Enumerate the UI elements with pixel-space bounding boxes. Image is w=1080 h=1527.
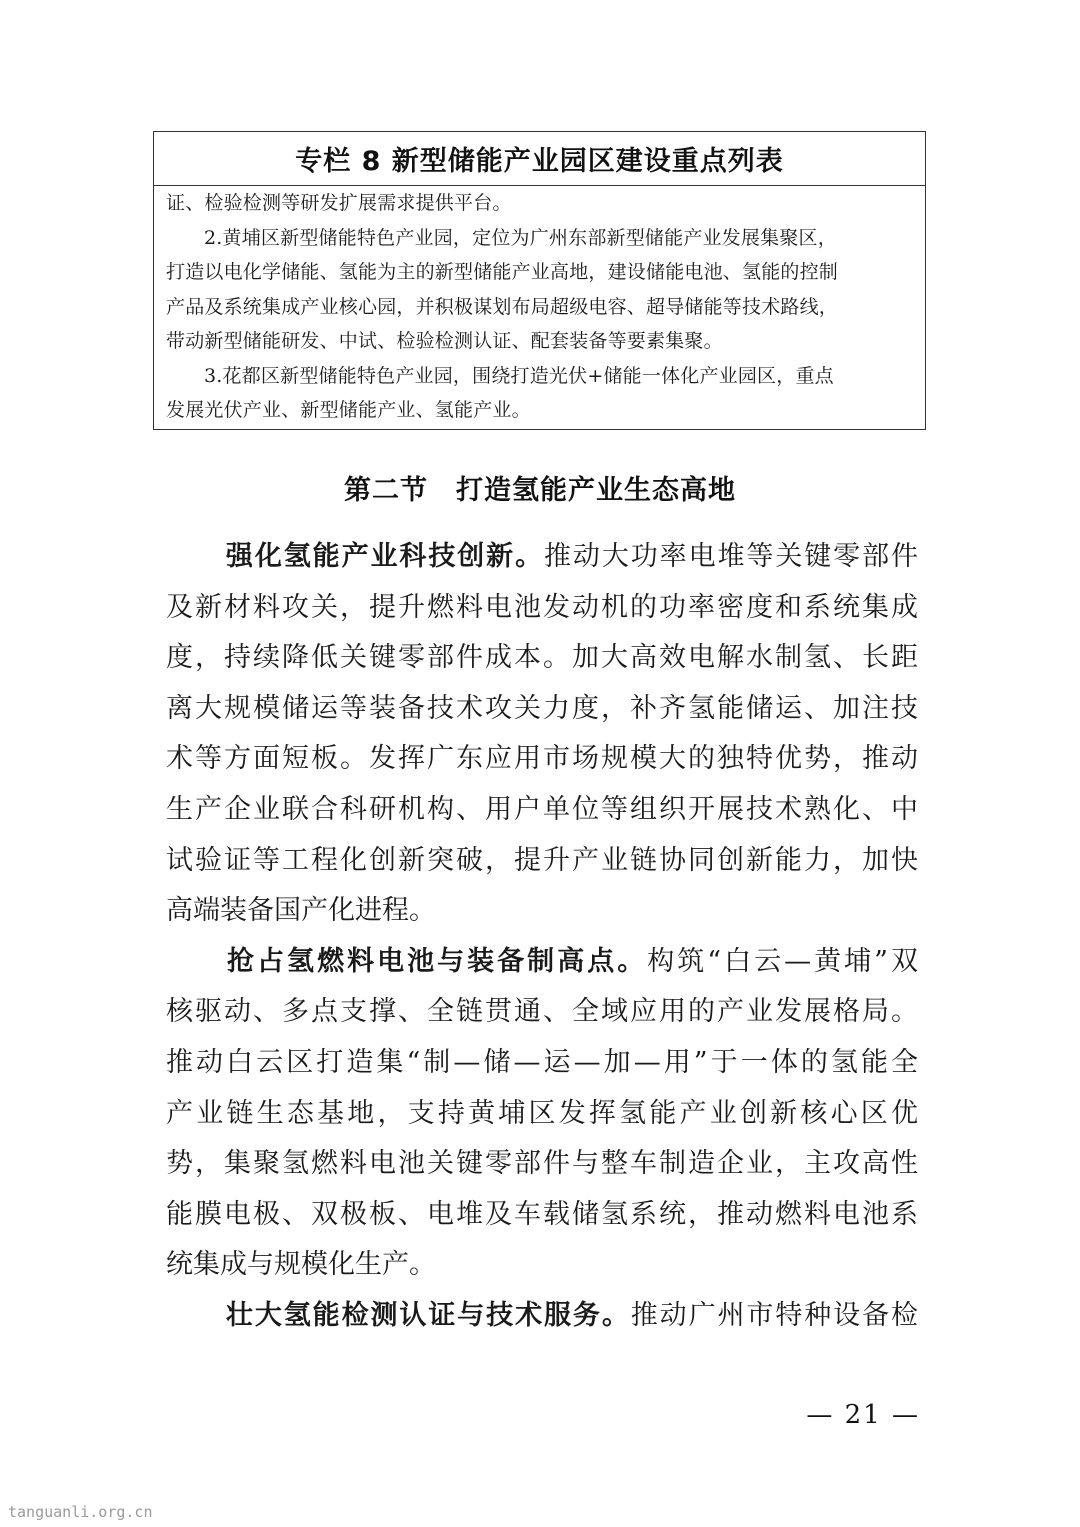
paragraph-line: 及新材料攻关，提升燃料电池发动机的功率密度和系统集成 <box>166 591 918 623</box>
paragraph-heading: 强化氢能产业科技创新。 <box>224 541 544 572</box>
paragraph-line: 统集成与规模化生产。 <box>166 1249 436 1281</box>
paragraph-line: 推动白云区打造集“制—储—运—加—用”于一体的氢能全 <box>166 1046 918 1078</box>
paragraph-line: 产业链生态基地，支持黄埔区发挥氢能产业创新核心区优 <box>166 1097 918 1129</box>
section-title: 第二节 打造氢能产业生态高地 <box>344 475 736 506</box>
box-title: 专栏 8 新型储能产业园区建设重点列表 <box>154 132 925 186</box>
paragraph-line: 试验证等工程化创新突破，提升产业链协同创新能力，加快 <box>166 844 918 876</box>
feature-box <box>153 131 926 430</box>
paragraph-line: 势，集聚氢燃料电池关键零部件与整车制造企业，主攻高性 <box>166 1148 918 1180</box>
box-line: 产品及系统集成产业核心园，并积极谋划布局超级电容、超导储能等技术路线， <box>166 295 839 318</box>
body-text <box>166 532 918 1342</box>
box-line: 带动新型储能研发、中试、检验检测认证、配套装备等要素集聚。 <box>166 330 723 352</box>
page-number: — 21 — <box>806 1400 920 1430</box>
paragraph-line: 抢占氢燃料电池与装备制高点。构筑“白云—黄埔”双 <box>224 945 918 977</box>
box-line: 打造以电化学储能、氢能为主的新型储能产业高地，建设储能电池、氢能的控制 <box>166 261 839 283</box>
box-line: 2.黄埔区新型储能特色产业园，定位为广州东部新型储能产业发展集聚区， <box>204 226 837 249</box>
paragraph-line: 离大规模储运等装备技术攻关力度，补齐氢能储运、加注技 <box>166 692 918 724</box>
paragraph-line: 强化氢能产业科技创新。推动大功率电堆等关键零部件 <box>224 541 918 572</box>
paragraph-line: 生产企业联合科研机构、用户单位等组织开展技术熟化、中 <box>166 793 918 825</box>
paragraph-heading: 抢占氢燃料电池与装备制高点。 <box>224 945 648 977</box>
box-line: 3.花都区新型储能特色产业园，围绕打造光伏+储能一体化产业园区，重点 <box>204 364 834 387</box>
paragraph-heading: 壮大氢能检测认证与技术服务。 <box>224 1299 631 1331</box>
box-body <box>154 186 925 428</box>
paragraph-line: 核驱动、多点支撑、全链贯通、全域应用的产业发展格局。 <box>166 996 918 1028</box>
paragraph-line: 术等方面短板。发挥广东应用市场规模大的独特优势，推动 <box>166 743 918 775</box>
box-line: 证、检验检测等研发扩展需求提供平台。 <box>166 192 512 214</box>
box-line: 发展光伏产业、新型储能产业、氢能产业。 <box>166 399 531 421</box>
watermark: tanguanli.org.cn <box>8 1503 153 1521</box>
paragraph-line: 高端装备国产化进程。 <box>166 895 436 927</box>
paragraph-line: 能膜电极、双极板、电堆及车载储氢系统，推动燃料电池系 <box>166 1198 918 1230</box>
paragraph-line: 度，持续降低关键零部件成本。加大高效电解水制氢、长距 <box>166 642 918 674</box>
paragraph-line: 壮大氢能检测认证与技术服务。推动广州市特种设备检 <box>224 1299 918 1331</box>
